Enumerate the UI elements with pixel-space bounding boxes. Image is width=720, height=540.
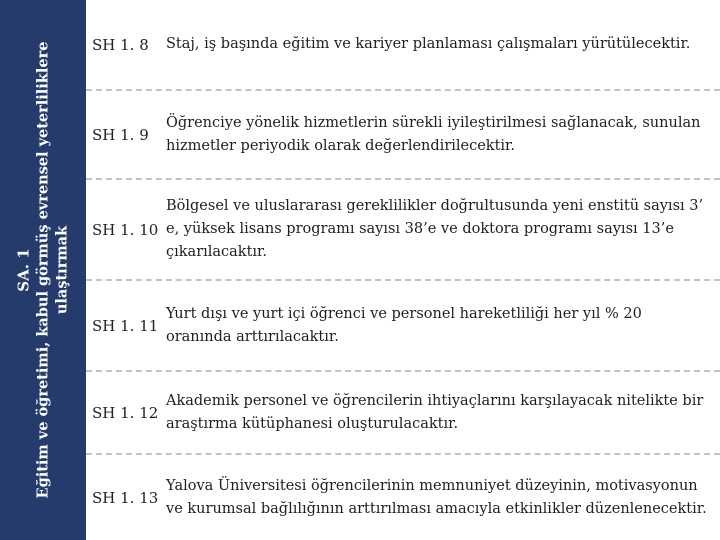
goal-row xyxy=(86,0,720,91)
goal-text: Yalova Üniversitesi öğrencilerinin memnuniyet düzeyinin, motivasyonun ve kurumsal bağlılığının arttırılması amacıyla etkinlikler düzenlenecektir. xyxy=(166,477,707,517)
strategic-aim-band xyxy=(0,0,86,540)
goal-code: SH 1. 12 xyxy=(92,403,159,422)
goal-code: SH 1. 13 xyxy=(92,488,159,507)
goal-text: Yurt dışı ve yurt içi öğrenci ve personel hareketliliği her yıl % 20 oranında arttırılacaktır. xyxy=(166,305,642,345)
goal-code: SH 1. 9 xyxy=(92,125,149,144)
goal-row xyxy=(86,91,720,180)
goal-text: Akademik personel ve öğrencilerin ihtiyaçlarını karşılayacak nitelikte bir araştırma kütüphanesi oluşturulacaktır. xyxy=(166,392,704,432)
goal-row xyxy=(86,281,720,372)
goal-row xyxy=(86,455,720,540)
strategic-aim-title: Eğitim ve öğretimi, kabul görmüş evrensel yeterliliklere ulaştırmak xyxy=(34,41,71,499)
goal-code: SH 1. 10 xyxy=(92,220,159,239)
goal-text: Bölgesel ve uluslararası gereklilikler doğrultusunda yeni enstitü sayısı 3’ e, yüksek lisans programı sayısı 38’e ve doktora programı sayısı 13’e çıkarılacaktır. xyxy=(166,198,704,260)
goal-row xyxy=(86,180,720,281)
goal-code: SH 1. 11 xyxy=(92,316,159,335)
goals-list xyxy=(86,0,720,540)
goal-text: Staj, iş başında eğitim ve kariyer planlaması çalışmaları yürütülecektir. xyxy=(166,36,691,52)
goal-row xyxy=(86,372,720,455)
goal-text: Öğrenciye yönelik hizmetlerin sürekli iyileştirilmesi sağlanacak, sunulan hizmetler periyodik olarak değerlendirilecektir. xyxy=(166,114,701,154)
goal-code: SH 1. 8 xyxy=(92,35,149,54)
strategic-aim-code: SA. 1 xyxy=(14,248,33,292)
strategic-aim-text xyxy=(15,10,72,530)
